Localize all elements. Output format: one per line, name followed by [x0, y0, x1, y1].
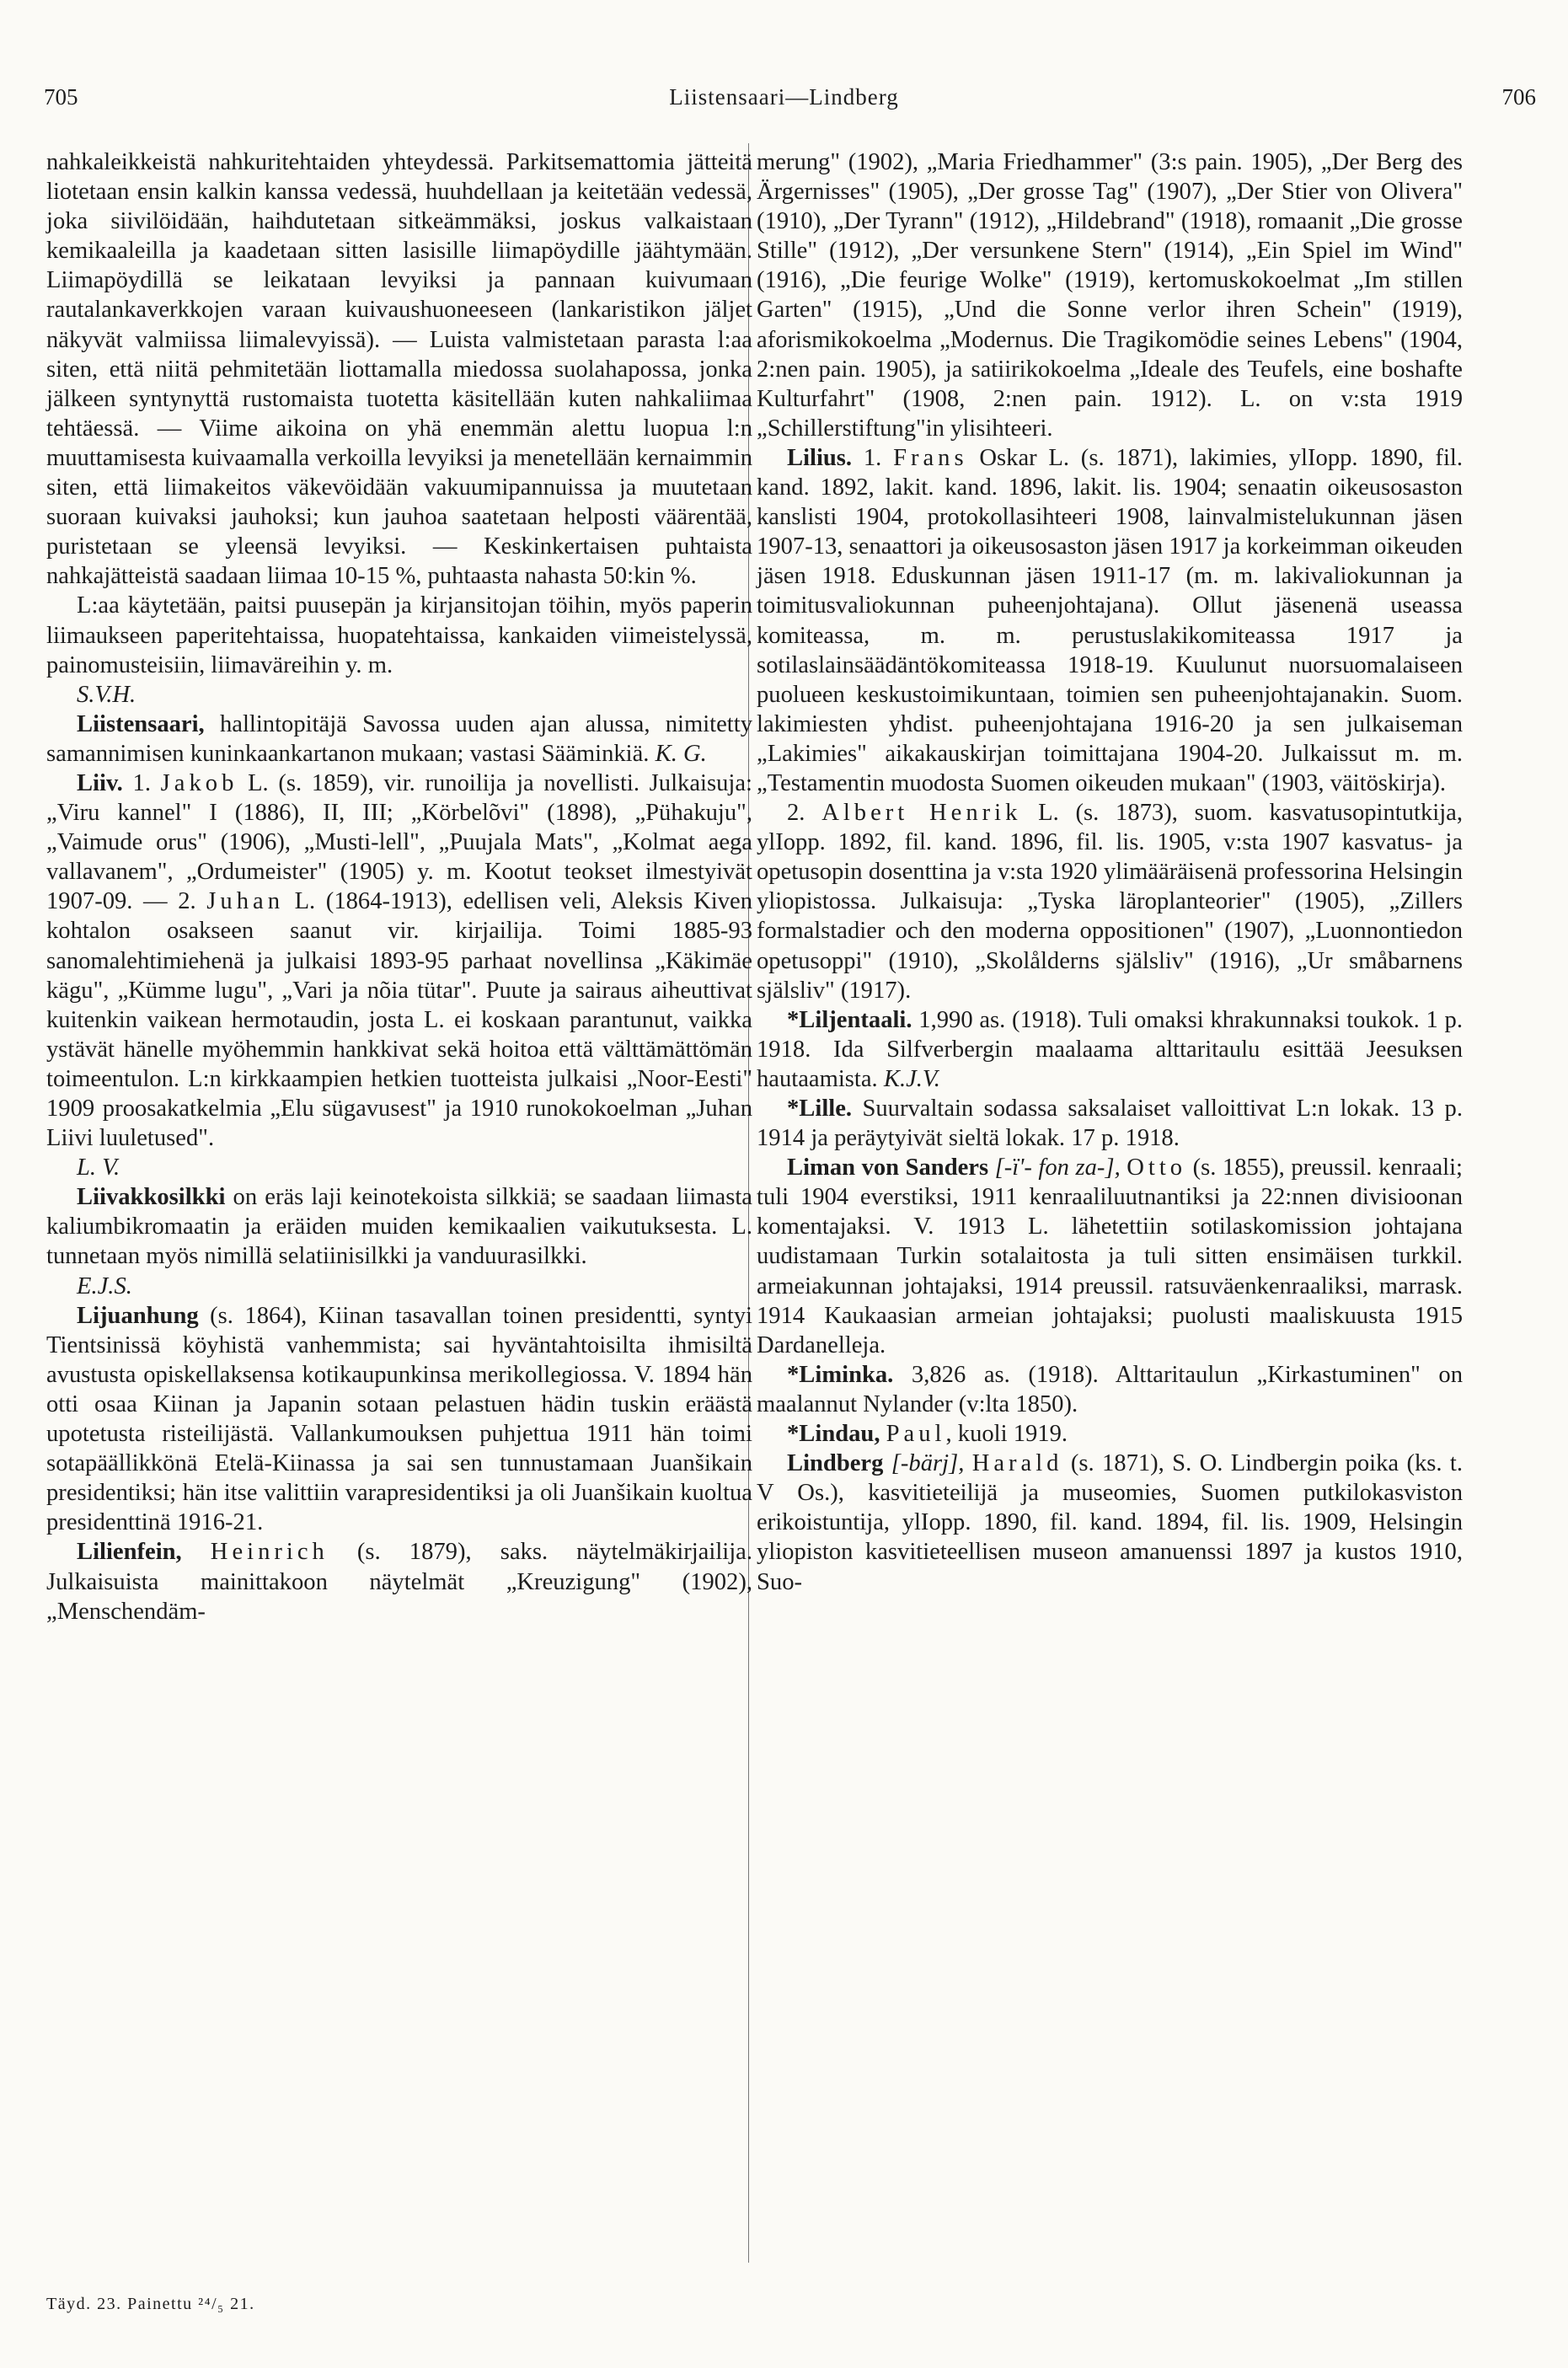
- entry-lindau: *Lindau, Paul, kuoli 1919.: [787, 1421, 1068, 1448]
- entry-lilius: Lilius. 1. Frans Oskar L. (s. 1871), lakimies, ylIopp. 1890, fil. kand. 1892, lakit. kand. 1896, lakit. lis. 1904; senaatin oikeusosaston kanslisti 1904, protokollasihteeri 1908, lainvalmistelukunnan jäsen 1907-13, senaattori ja oikeusosaston jäsen 1917 ja korkeimman oikeuden jäsen 1918. Eduskunnan jäsen 1911-17 (m. m. lakivaliokunnan ja toimitusvaliokunnan puheenjohtajana). Ollut jäsenenä useassa komiteassa, m. m. perustuslakikomiteassa 1917 ja sotilaslainsäädäntökomiteassa 1918-19. Kuulunut nuorsuomalaiseen puolueen keskustoimikuntaan, toimien sen puheenjohtajanakin. Suom. lakimiesten yhdist. puheenjohtajana 1916-20 ja sen julkaiseman „Lakimies" aikakauskirjan toimittajana 1904-20. Julkaissut m. m. „Testamentin muodosta Suomen oikeuden mukaan" (1903, väitöskirja).: [757, 444, 1463, 796]
- running-head: Liistensaari—Lindberg: [669, 84, 899, 110]
- entry-lilius-2: 2. Albert Henrik L. (s. 1873), suom. kasvatusopintutkija, ylIopp. 1892, fil. kand. 1896, fil. lis. 1905, v:sta 1907 kasvatus- ja opetusopin dosenttina ja v:sta 1920 ylimääräisenä professorina Helsingin yliopistossa. Julkaisuja: „Tyska läroplanteorier" (1905), „Zillers formalstadier och den moderna oppositionen" (1907), „Luonnontiedon opetusoppi" (1910), „Skolålderns själsliv" (1916), „Ur småbarnens själsliv" (1917).: [757, 800, 1463, 1004]
- left-column: [46, 147, 752, 1626]
- signature: K. G.: [655, 740, 707, 767]
- entry-headword: *Lindau,: [787, 1421, 880, 1448]
- signature: S.V.H.: [77, 681, 136, 708]
- entry-lille: *Lille. Suurvaltain sodassa saksalaiset valloittivat L:n lokak. 13 p. 1914 ja peräytyivät sieltä lokak. 17 p. 1918.: [757, 1096, 1463, 1152]
- paragraph: nahkaleikkeistä nahkuritehtaiden yhteydessä. Parkitsemattomia jätteitä liotetaan ensin kalkin kanssa vedessä, huuhdellaan ja keitetään vedessä, joka siivilöidään, haihdutetaan sitkeämmäksi, joskus valkaistaan kemikaaleilla ja kaadetaan sitten lasisille liimapöydille jäähtymään. Liimapöydillä se leikataan levyiksi ja pannaan kuivumaan rautalankaverkkojen varaan kuivaushuoneeseen (lankaristikon jäljet näkyvät valmiissa liimalevyissä). — Luista valmistetaan parasta l:aa siten, että niitä pehmitetään liottamalla miedossa suolahapossa, jonka jälkeen syntynyttä rustomaista tuotetta käsitellään kuten nahkaliimaa tehtäessä. — Viime aikoina on yhä enemmän alettu luopua l:n muuttamisesta kuivaamalla verkoilla levyiksi ja menetellään kernaimmin siten, että liimakeitos väkevöidään vakuumipannuissa ja muutetaan suoraan kuivaksi jauhoksi; kun jauhoa saatetaan helposti väärentää, puristetaan se yleensä levyiksi. — Keskinkertaisen puhtaista nahkajätteistä saadaan liimaa 10-15 %, puhtaasta nahasta 50:kin %.: [46, 149, 752, 590]
- entry-liminka: *Liminka. 3,826 as. (1918). Alttaritaulun „Kirkastuminen" on maalannut Nylander (v:lta 1850).: [757, 1361, 1463, 1417]
- entry-lindberg: Lindberg [-bärj], Harald (s. 1871), S. O. Lindbergin poika (ks. t. V Os.), kasvitieteilijä ja museomies, Suomen putkilokasviston erikoistuntija, ylIopp. 1890, fil. kand. 1894, fil. lis. 1909, Helsingin yliopiston kasvitieteellisen museon amanuenssi 1897 ja kustos 1910, Suo-: [757, 1450, 1463, 1595]
- entry-headword: Lilienfein,: [77, 1539, 182, 1566]
- signature: K.J.V.: [883, 1065, 940, 1092]
- page-number-right: 706: [1501, 84, 1536, 110]
- entry-liman-von-sanders: Liman von Sanders [-ï'- fon za-], Otto (s. 1855), preussil. kenraali; tuli 1904 everstiksi, 1911 kenraaliluutnantiksi ja 22:nnen divisioonan komentajaksi. V. 1913 L. lähetettiin sotilaskomission johtajana uudistamaan Turkin sotalaitosta ja tuli sitten ensimäisen turkkil. armeiakunnan johtajaksi, 1914 preussil. ratsuväenkenraaliksi, marrask. 1914 Kaukaasian armeian johtajaksi; puolusti maaliskuusta 1915 Dardanelleja.: [757, 1155, 1464, 1358]
- entry-headword: Lilius.: [787, 444, 853, 471]
- entry-lilienfein: Lilienfein, Heinrich (s. 1879), saks. näytelmäkirjailija. Julkaisuista mainittakoon näytelmät „Kreuzigung" (1902), „Menschendäm-: [46, 1539, 752, 1625]
- entry-headword: Liistensaari,: [77, 710, 205, 737]
- entry-headword: Lindberg: [787, 1450, 884, 1477]
- entry-liiv: Liiv. 1. Jakob L. (s. 1859), vir. runoilija ja novellisti. Julkaisuja: „Viru kannel" I (1886), II, III; „Körbelõvi" (1898), „Pühakuju", „Vaimude orus" (1906), „Musti-lell", „Puujala Mats", „Kolmat aega vallavanem", „Ordumeister" (1905) y. m. Kootut teokset ilmestyivät 1907-09. — 2. Juhan L. (1864-1913), edellisen veli, Aleksis Kiven kohtalon osakseen saanut vir. kirjailija. Toimi 1885-93 sanomalehtimiehenä ja julkaisi 1893-95 parhaat novellinsa „Käkimäe kägu", „Kümme lugu", „Vari ja nõia tütar". Puute ja sairaus aiheuttivat kuitenkin vaikean hermotaudin, josta L. ei koskaan parantunut, vaikka ystävät hänelle myöhemmin hankkivat sekä hoitoa että välttämättömän toimeentulon. L:n kirkkaampien hetkien tuotteista julkaisi „Noor-Eesti" 1909 proosakatkelmia „Elu sügavusest" ja 1910 runokokoelman „Juhan Liivi luuletused". L. V.: [46, 769, 752, 1182]
- entry-liljentaali: *Liljentaali. 1,990 as. (1918). Tuli omaksi khrakunnaksi toukok. 1 p. 1918. Ida Silfverbergin maalaama alttaritaulu esittää Jeesuksen hautaamista. K.J.V.: [757, 1006, 1463, 1092]
- paragraph: merung" (1902), „Maria Friedhammer" (3:s pain. 1905), „Der Berg des Ärgernisses" (1905), „Der grosse Tag" (1907), „Der Stier von Olivera" (1910), „Der Tyrann" (1912), „Hildebrand" (1918), romaanit „Die grosse Stille" (1912), „Der versunkene Stern" (1914), „Ein Spiel im Wind" (1916), „Die feurige Wolke" (1919), kertomuskokoelmat „Im stillen Garten" (1915), „Und die Sonne verlor ihren Schein" (1919), aforismikokoelma „Modernus. Die Tragikomödie seines Lebens" (1904, 2:nen pain. 1905), ja satiirikokoelma „Ideale des Teufels, eine boshafte Kulturfahrt" (1908, 2:nen pain. 1912). L. on v:sta 1919 „Schillerstiftung"in ylisihteeri.: [757, 149, 1463, 442]
- right-column: [757, 147, 1463, 1597]
- entry-headword: *Lille.: [787, 1096, 853, 1122]
- page-number-left: 705: [44, 84, 78, 110]
- entry-headword: Liman von Sanders: [787, 1155, 989, 1181]
- entry-liistensaari: Liistensaari, hallintopitäjä Savossa uuden ajan alussa, nimitetty samannimisen kuninkaankartanon mukaan; vastasi Sääminkiä. K. G.: [46, 710, 752, 767]
- paragraph: L:aa käytetään, paitsi puusepän ja kirjansitojan töihin, myös paperin liimaukseen paperitehtaissa, huopatehtaissa, kankaiden viimeistelyssä, painomusteisiin, liimaväreihin y. m. S.V.H.: [46, 591, 752, 709]
- entry-headword: Liivakkosilkki: [77, 1184, 226, 1211]
- signature: E.J.S.: [77, 1272, 132, 1299]
- printer-footer: Täyd. 23. Painettu ²⁴/₅ 21.: [46, 2295, 255, 2313]
- entry-headword: Lijuanhung: [77, 1302, 199, 1329]
- entry-headword: Liiv.: [77, 769, 123, 796]
- entry-liivakkosilkki: Liivakkosilkki on eräs laji keinotekoista silkkiä; se saadaan liimasta kaliumbikromaatin ja eräiden muiden kemikaalien vaikutuksesta. L. tunnetaan myös nimillä selatiinisilkki ja vanduurasilkki. E.J.S.: [46, 1182, 752, 1300]
- entry-headword: *Liljentaali.: [787, 1006, 912, 1033]
- signature: L. V.: [77, 1155, 120, 1181]
- page-header: [0, 84, 1568, 126]
- entry-lijuanhung: Lijuanhung (s. 1864), Kiinan tasavallan toinen presidentti, syntyi Tientsinissä köyhistä vanhemmista; sai hyväntahtoisilta ihmisiltä avustusta opiskellaksensa kotikaupunkinsa merikollegiossa. V. 1894 hän otti osaa Kiinan ja Japanin sotaan pelastuen hädin tuskin eräästä upotetusta risteilijästä. Vallankumouksen puhjettua 1911 hän toimi sotapäällikkönä Etelä-Kiinassa ja sai sen tunnustamaan Juanšikain presidentiksi; hän itse valittiin varapresidentiksi ja oli Juanšikain kuoltua presidenttinä 1916-21.: [46, 1302, 752, 1536]
- entry-headword: *Liminka.: [787, 1361, 894, 1388]
